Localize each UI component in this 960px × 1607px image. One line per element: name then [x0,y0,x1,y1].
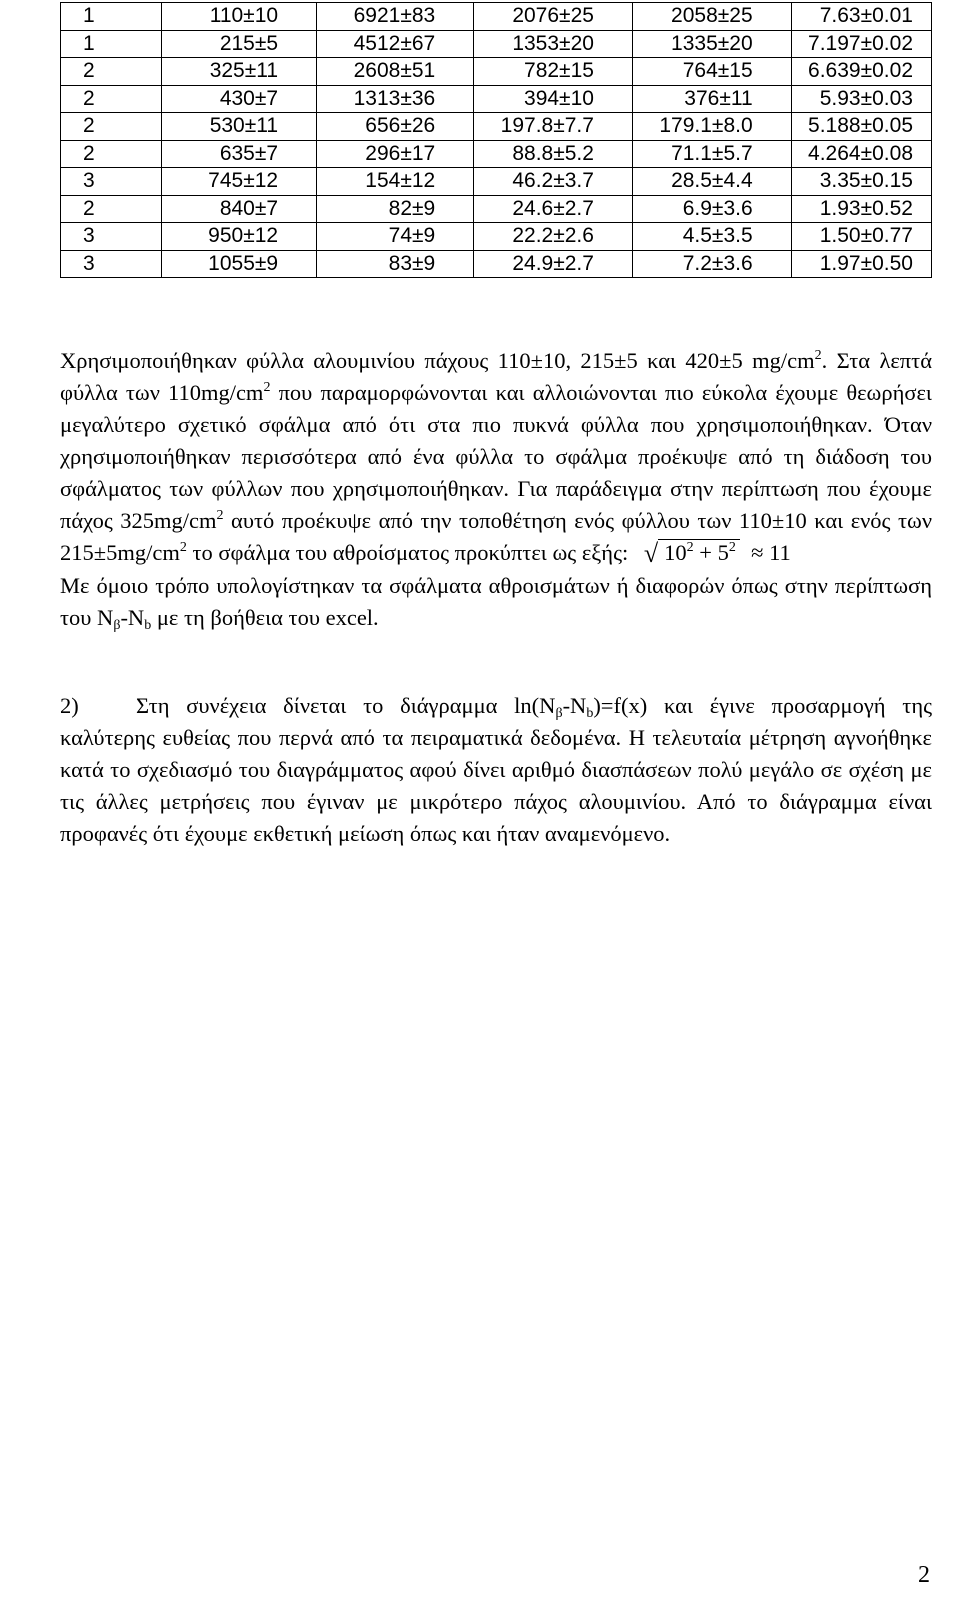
paragraph-diagram [60,690,932,850]
table-cell: 1.93±0.52 [791,195,931,223]
table-row [61,85,932,113]
table-cell: 7.197±0.02 [791,30,931,58]
table-cell: 296±17 [317,140,474,168]
table-row [61,195,932,223]
table-cell: 376±11 [632,85,791,113]
table-cell: 4512±67 [317,30,474,58]
table-cell: 840±7 [161,195,317,223]
table-cell: 3 [61,250,162,278]
table-cell: 6.639±0.02 [791,58,931,86]
table-row [61,3,932,31]
table-cell: 1353±20 [474,30,633,58]
table-cell: 2 [61,58,162,86]
table-cell: 3.35±0.15 [791,168,931,196]
table-cell: 2 [61,195,162,223]
table-cell: 83±9 [317,250,474,278]
error-formula [644,537,791,570]
table-cell: 82±9 [317,195,474,223]
table-cell: 2058±25 [632,3,791,31]
table-cell: 394±10 [474,85,633,113]
table-cell: 3 [61,168,162,196]
table-cell: 1055±9 [161,250,317,278]
table-row [61,168,932,196]
table-body [61,3,932,278]
table-cell: 5.188±0.05 [791,113,931,141]
table-cell: 7.63±0.01 [791,3,931,31]
table-cell: 24.9±2.7 [474,250,633,278]
table-cell: 88.8±5.2 [474,140,633,168]
table-cell: 110±10 [161,3,317,31]
table-cell: 71.1±5.7 [632,140,791,168]
table-row [61,223,932,251]
table-cell: 1335±20 [632,30,791,58]
measurements-table [60,2,932,278]
paragraph-1-text: Χρησιμοποιήθηκαν φύλλα αλουμινίου πάχους 110±10, 215±5 και 420±5 $mg/cm^2$. Στα λεπτά φύλλα των $110mg/cm^2$ που παραμορφώνονται και αλλοιώνονται πιο εύκολα έχουμε θεωρήσει μεγαλύτερο σχετικό σφάλμα από ότι στα πιο πυκνά φύλλα που χρησιμοποιήθηκαν. Όταν χρησιμοποιήθηκαν περισσότερα από ένα φύλλα το σφάλμα προέκυψε από τη διάδοση του σφάλματος των φύλλων που χρησιμοποιήθηκαν. Για παράδειγμα στην περίπτωση που έχουμε πάχος $325mg/cm^2$ αυτό προέκυψε από την τοποθέτηση ενός φύλλου των 110±10 και ενός των $215\pm 5mg/cm^2$ το σφάλμα του αθροίσματος προκύπτει ως εξής: √ $10^2 + 5^2 \approx 11$ Με όμοιο τρόπο υπολογίστηκαν τα σφάλματα αθροισμάτων ή διαφορών όπως στην περίπτωση του $N_\beta-N_b$ με τη βοήθεια του excel. [60,348,932,633]
table-cell: 2 [61,113,162,141]
sqrt-icon: √ [643,539,659,568]
table-cell: 1 [61,30,162,58]
table-cell: 1 [61,3,162,31]
table-cell: 74±9 [317,223,474,251]
table-cell: 5.93±0.03 [791,85,931,113]
table-cell: 46.2±3.7 [474,168,633,196]
formula-radicand: $10^2 + 5^2$ [658,539,740,566]
table-cell: 430±7 [161,85,317,113]
formula-result: 11 [769,540,791,565]
table-cell: 2 [61,140,162,168]
table-cell: 28.5±4.4 [632,168,791,196]
table-cell: 782±15 [474,58,633,86]
table-cell: 635±7 [161,140,317,168]
table-cell: 764±15 [632,58,791,86]
table-row [61,30,932,58]
table-cell: 179.1±8.0 [632,113,791,141]
table-cell: 1.97±0.50 [791,250,931,278]
table-row [61,113,932,141]
table-cell: 4.264±0.08 [791,140,931,168]
table-cell: 2076±25 [474,3,633,31]
table-cell: 1.50±0.77 [791,223,931,251]
table-row [61,140,932,168]
table-cell: 530±11 [161,113,317,141]
table-cell: 154±12 [317,168,474,196]
table-cell: 325±11 [161,58,317,86]
table-cell: 3 [61,223,162,251]
table-cell: 24.6±2.7 [474,195,633,223]
table-cell: 215±5 [161,30,317,58]
table-cell: 6921±83 [317,3,474,31]
table-cell: 656±26 [317,113,474,141]
item-number: 2) [60,693,79,718]
table-cell: 950±12 [161,223,317,251]
table-row [61,250,932,278]
table-cell: 2608±51 [317,58,474,86]
paragraph-materials [60,345,932,634]
table-cell: 2 [61,85,162,113]
table-cell: 22.2±2.6 [474,223,633,251]
table-cell: 6.9±3.6 [632,195,791,223]
table-cell: 4.5±3.5 [632,223,791,251]
paragraph-2-text: 2) Στη συνέχεια δίνεται το διάγραμμα $\ln(N_\beta-N_b)=f(x)$ και έγινε προσαρμογή της καλύτερης ευθείας που περνά από τα πειραματικά δεδομένα. Η τελευταία μέτρηση αγνοήθηκε κατά το σχεδιασμό του διαγράμματος αφού δίνει αριθμό διασπάσεων πολύ μεγάλο σε σχέση με τις άλλες μετρήσεις που έγιναν με μικρότερο πάχος αλουμινίου. Από το διάγραμμα είναι προφανές ότι έχουμε εκθετική μείωση όπως και ήταν αναμενόμενο. [60,690,932,850]
table-row [61,58,932,86]
table-cell: 7.2±3.6 [632,250,791,278]
table-cell: 197.8±7.7 [474,113,633,141]
approx-symbol: ≈ [751,540,764,565]
table-cell: 745±12 [161,168,317,196]
table-cell: 1313±36 [317,85,474,113]
page-number: 2 [918,1562,930,1588]
